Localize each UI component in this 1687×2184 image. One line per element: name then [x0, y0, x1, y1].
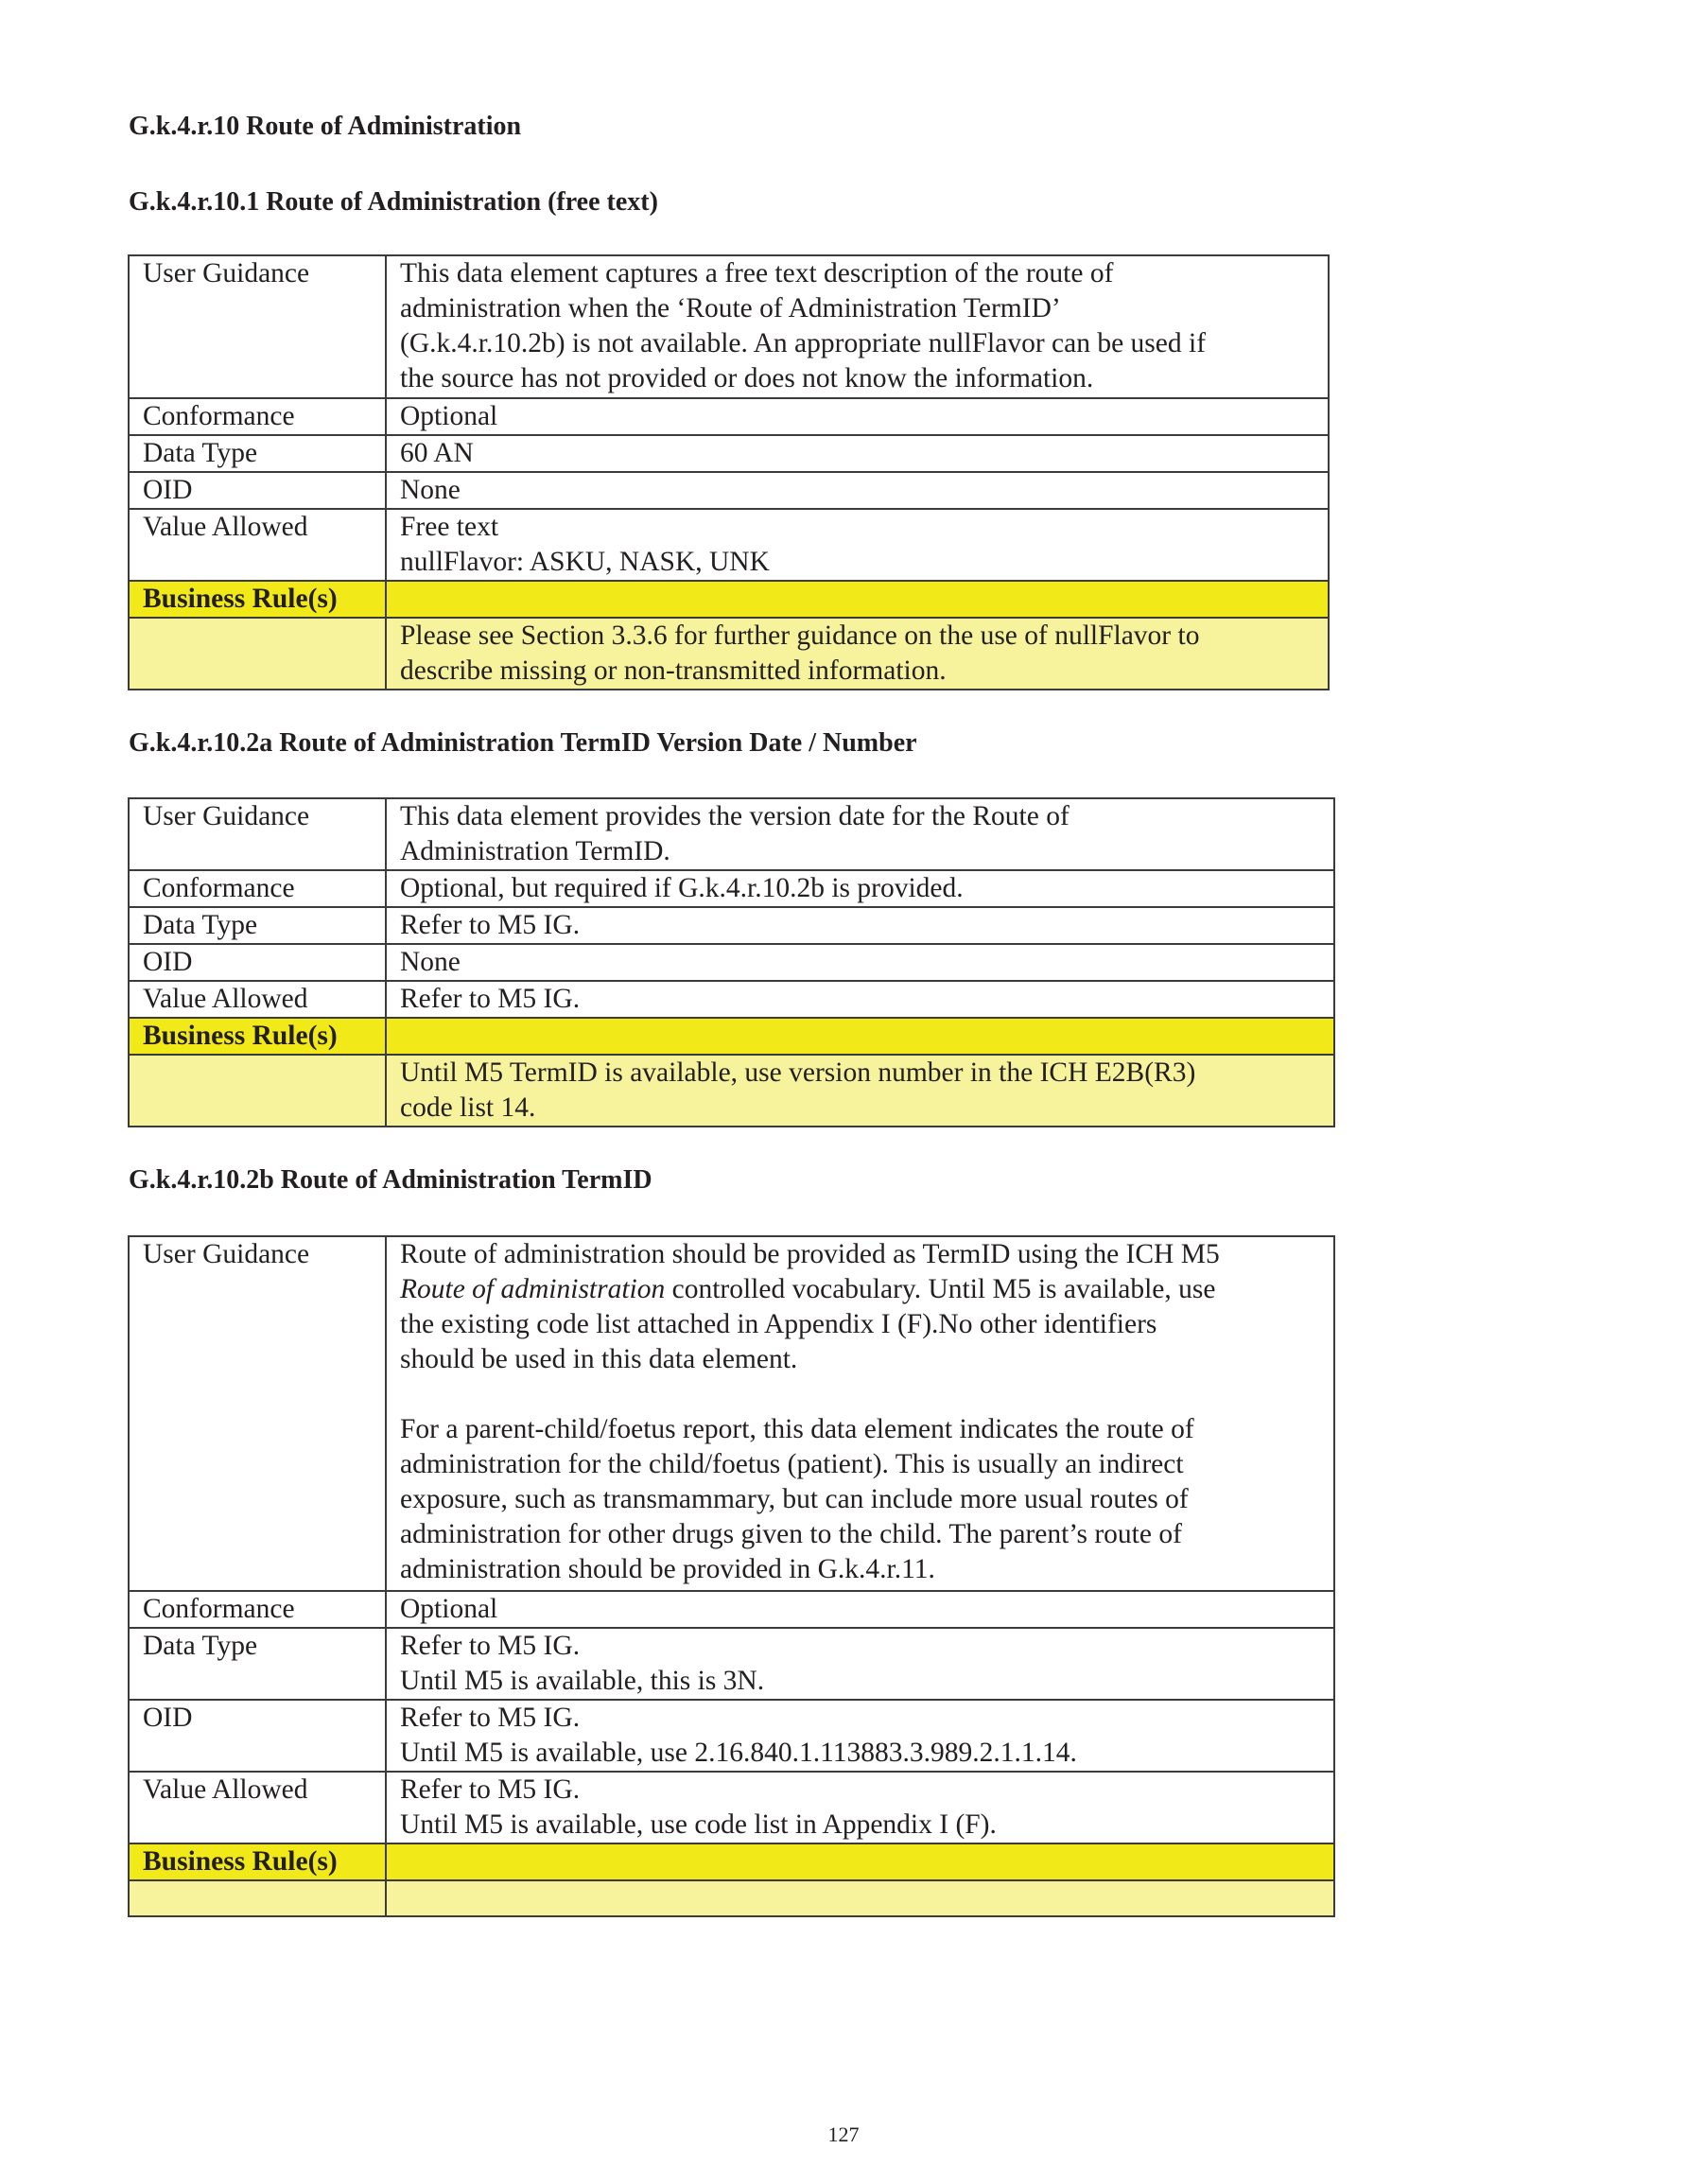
label-value-allowed: Value Allowed	[129, 509, 386, 581]
value-conformance: Optional	[386, 1591, 1334, 1628]
row-oid	[129, 472, 1329, 509]
row-business-rules-header	[129, 1018, 1334, 1055]
value-conformance: Optional, but required if G.k.4.r.10.2b is provided.	[386, 870, 1334, 907]
row-data-type	[129, 907, 1334, 944]
label-data-type: Data Type	[129, 1628, 386, 1700]
spec-table-free-text	[128, 254, 1330, 690]
value-user-guidance: This data element captures a free text description of the route of administration when the ‘Route of Administration TermID’ (G.k.4.r.10.2b) is not available. An appropriate nullFlavor can be used if the source has not provided or does not know the information.	[386, 255, 1329, 398]
row-conformance	[129, 870, 1334, 907]
row-conformance	[129, 398, 1329, 435]
label-conformance: Conformance	[129, 398, 386, 435]
label-user-guidance: User Guidance	[129, 255, 386, 398]
value-oid: Refer to M5 IG. Until M5 is available, use 2.16.840.1.113883.3.989.2.1.1.14.	[386, 1700, 1334, 1772]
page-number: 127	[827, 2123, 860, 2146]
row-oid	[129, 944, 1334, 981]
value-value-allowed: Free text nullFlavor: ASKU, NASK, UNK	[386, 509, 1329, 581]
spec-table-termid	[128, 1235, 1335, 1917]
subsection-heading-free-text: G.k.4.r.10.1 Route of Administration (free text)	[129, 187, 658, 217]
value-user-guidance: Route of administration should be provided as TermID using the ICH M5 Route of administration controlled vocabulary. Until M5 is available, use the existing code list attached in Appendix I (F).No other identifiers should be used in this data element. For a parent-child/foetus report, this data element indicates the route of administration for the child/foetus (patient). This is usually an indirect exposure, such as transmammary, but can include more usual routes of administration for other drugs given to the child. The parent’s route of administration should be provided in G.k.4.r.11.	[386, 1236, 1334, 1591]
row-oid	[129, 1700, 1334, 1772]
value-business-rules-empty	[386, 1880, 1334, 1916]
label-user-guidance: User Guidance	[129, 1236, 386, 1591]
label-oid: OID	[129, 1700, 386, 1772]
value-value-allowed: Refer to M5 IG. Until M5 is available, use code list in Appendix I (F).	[386, 1772, 1334, 1843]
business-rules-header-blank	[386, 1843, 1334, 1880]
row-user-guidance	[129, 1236, 1334, 1591]
label-conformance: Conformance	[129, 1591, 386, 1628]
row-data-type	[129, 435, 1329, 472]
value-conformance: Optional	[386, 398, 1329, 435]
value-data-type: Refer to M5 IG. Until M5 is available, this is 3N.	[386, 1628, 1334, 1700]
business-rules-body-blank	[129, 618, 386, 690]
label-user-guidance: User Guidance	[129, 798, 386, 870]
value-business-rules: Please see Section 3.3.6 for further guidance on the use of nullFlavor to describe missing or non-transmitted information.	[386, 618, 1329, 690]
row-business-rules-body	[129, 1055, 1334, 1127]
row-conformance	[129, 1591, 1334, 1628]
row-value-allowed	[129, 509, 1329, 581]
section-heading: G.k.4.r.10 Route of Administration	[129, 112, 522, 141]
spec-table-version-date	[128, 797, 1335, 1127]
value-value-allowed: Refer to M5 IG.	[386, 981, 1334, 1018]
business-rules-header-blank	[386, 1018, 1334, 1055]
row-business-rules-header	[129, 581, 1329, 618]
label-oid: OID	[129, 472, 386, 509]
value-data-type: Refer to M5 IG.	[386, 907, 1334, 944]
label-business-rules: Business Rule(s)	[129, 1843, 386, 1880]
business-rules-body-blank	[129, 1880, 386, 1916]
row-user-guidance	[129, 798, 1334, 870]
value-oid: None	[386, 472, 1329, 509]
value-user-guidance: This data element provides the version date for the Route of Administration TermID.	[386, 798, 1334, 870]
row-business-rules-body	[129, 618, 1329, 690]
subsection-heading-version-date: G.k.4.r.10.2a Route of Administration TermID Version Date / Number	[129, 728, 917, 758]
business-rules-body-blank	[129, 1055, 386, 1127]
row-value-allowed	[129, 1772, 1334, 1843]
subsection-heading-termid: G.k.4.r.10.2b Route of Administration TermID	[129, 1165, 652, 1195]
label-business-rules: Business Rule(s)	[129, 581, 386, 618]
business-rules-header-blank	[386, 581, 1329, 618]
value-oid: None	[386, 944, 1334, 981]
label-business-rules: Business Rule(s)	[129, 1018, 386, 1055]
label-data-type: Data Type	[129, 435, 386, 472]
label-conformance: Conformance	[129, 870, 386, 907]
row-value-allowed	[129, 981, 1334, 1018]
label-value-allowed: Value Allowed	[129, 1772, 386, 1843]
label-data-type: Data Type	[129, 907, 386, 944]
value-business-rules: Until M5 TermID is available, use version number in the ICH E2B(R3) code list 14.	[386, 1055, 1334, 1127]
label-value-allowed: Value Allowed	[129, 981, 386, 1018]
label-oid: OID	[129, 944, 386, 981]
value-data-type: 60 AN	[386, 435, 1329, 472]
row-business-rules-body	[129, 1880, 1334, 1916]
row-user-guidance	[129, 255, 1329, 398]
row-business-rules-header	[129, 1843, 1334, 1880]
row-data-type	[129, 1628, 1334, 1700]
vocabulary-name: Route of administration	[400, 1274, 666, 1304]
